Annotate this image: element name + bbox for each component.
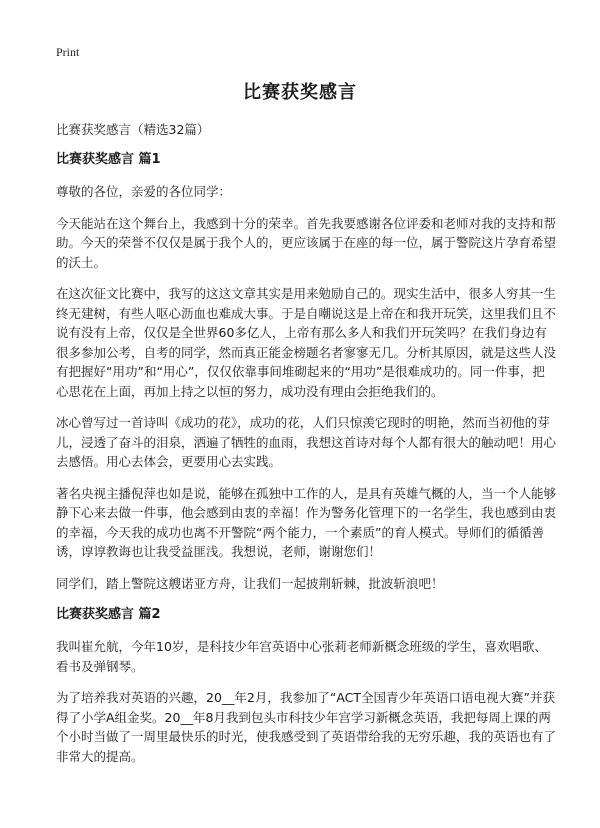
paragraph: 著名央视主播倪萍也如是说，能够在孤独中工作的人，是具有英雄气概的人，当一个人能够静下心来去做一件事，他会感到由衷的幸福！作为警务化管理下的一名学生，我也感到由衷的幸福，今天我的成功也离不开警院“两个能力，一个素质”的育人模式。导师们的循循善诱，谆谆教诲也让我受益匪浅。我想说，老师，谢谢您们！ — [56, 485, 557, 559]
paragraph: 为了培养我对英语的兴趣，20__年2月，我参加了“ACT全国青少年英语口语电视大赛”并获得了小学A组金奖。20__年8月我到包头市科技少年宫学习新概念英语，我把每周上课的两个小时当做了一周里最快乐的时光，使我感受到了英语带给我的无穷乐趣，我的英语也有了非常大的提高。 — [56, 690, 557, 764]
section-2 — [56, 605, 556, 766]
document-subtitle: 比赛获奖感言（精选32篇） — [56, 122, 210, 137]
paragraph: 同学们，踏上警院这艘诺亚方舟，让我们一起披荆斩棘，批波斩浪吧！ — [56, 575, 444, 591]
paragraph: 我叫崔允航，今年10岁，是科技少年宫英语中心张莉老师新概念班级的学生，喜欢唱歌、看书及弹钢琴。 — [56, 639, 547, 674]
paragraph: 尊敬的各位，亲爱的各位同学： — [56, 184, 232, 199]
article-body — [56, 150, 556, 778]
print-link[interactable]: Print — [56, 45, 80, 59]
page-title: 比赛获奖感言 — [243, 82, 357, 103]
paragraph: 在这次征文比赛中，我写的这这文章其实是用来勉励自己的。现实生活中，很多人穷其一生终无建树，有些人呕心沥血也难成大事。于是自嘲说这是上帝在和我开玩笑，这里我们且不说有没有上帝，仅仅是全世界60多亿人，上帝有那么多人和我们开玩笑吗？在我们身边有很多参加公考，自考的同学，然而真正能金榜题名者寥寥无几。分析其原因，就是这些人没有把握好“用功”和“用心”，仅仅依靠事间堆砌起来的“用功”是很难成功的。同一件事，把心思花在上面，再加上持之以恒的努力，成功没有理由会拒绝我们的。 — [56, 286, 557, 399]
paragraph: 冰心曾写过一首诗叫《成功的花》，成功的花，人们只惊羡它现时的明艳，然而当初他的芽儿，浸透了奋斗的泪泉，洒遍了牺牲的血雨，我想这首诗对每个人都有很大的触动吧！用心去感悟。用心去体会，更要用心去实践。 — [56, 415, 557, 469]
section-heading: 比赛获奖感言 篇2 — [56, 607, 161, 622]
section-1 — [56, 150, 556, 593]
paragraph: 今天能站在这个舞台上，我感到十分的荣幸。首先我要感谢各位评委和老师对我的支持和帮助。今天的荣誉不仅仅是属于我个人的，更应该属于在座的每一位，属于警院这片孕育希望的沃土。 — [56, 215, 557, 270]
section-heading: 比赛获奖感言 篇1 — [56, 152, 161, 167]
